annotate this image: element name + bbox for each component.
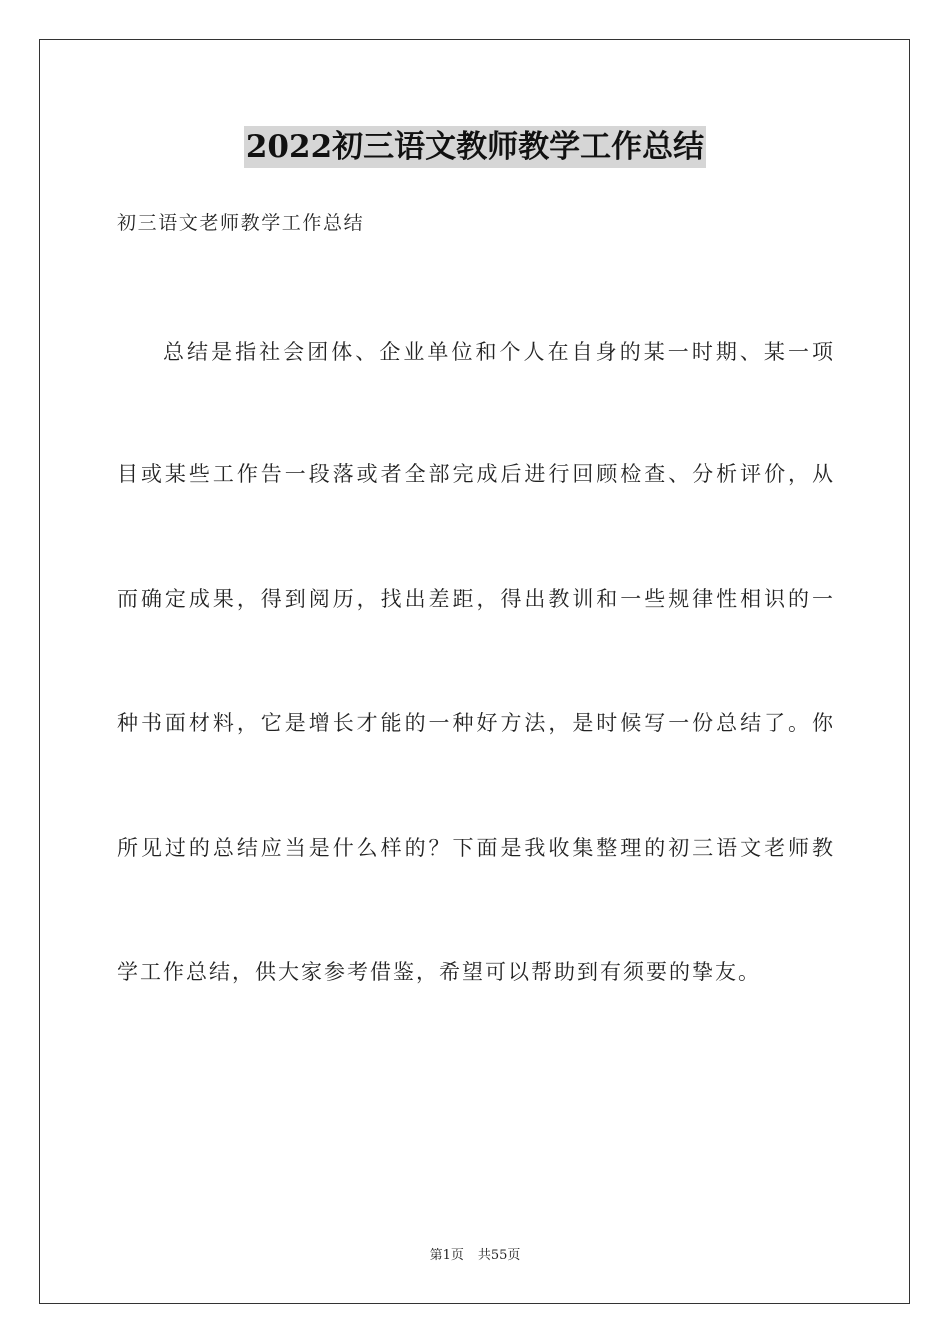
page-footer: [0, 1247, 950, 1265]
page-number: 第1页: [429, 1248, 464, 1263]
paragraph-line: 学工作总结，供大家参考借鉴，希望可以帮助到有须要的挚友。: [117, 960, 761, 984]
title-container: [0, 126, 950, 168]
paragraph-line: 而确定成果，得到阅历，找出差距，得出教训和一些规律性相识的一: [117, 587, 835, 611]
document-subtitle: 初三语文老师教学工作总结: [117, 212, 365, 234]
paragraph-line: 总结是指社会团体、企业单位和个人在自身的某一时期、某一项: [163, 340, 835, 364]
paragraph-line: 种书面材料，它是增长才能的一种好方法，是时候写一份总结了。你: [117, 711, 835, 735]
document-title: 2022初三语文教师教学工作总结: [244, 126, 706, 168]
total-pages: 共55页: [477, 1248, 521, 1263]
paragraph-line: 目或某些工作告一段落或者全部完成后进行回顾检查、分析评价，从: [117, 462, 835, 486]
paragraph-line: 所见过的总结应当是什么样的？下面是我收集整理的初三语文老师教: [117, 836, 835, 860]
